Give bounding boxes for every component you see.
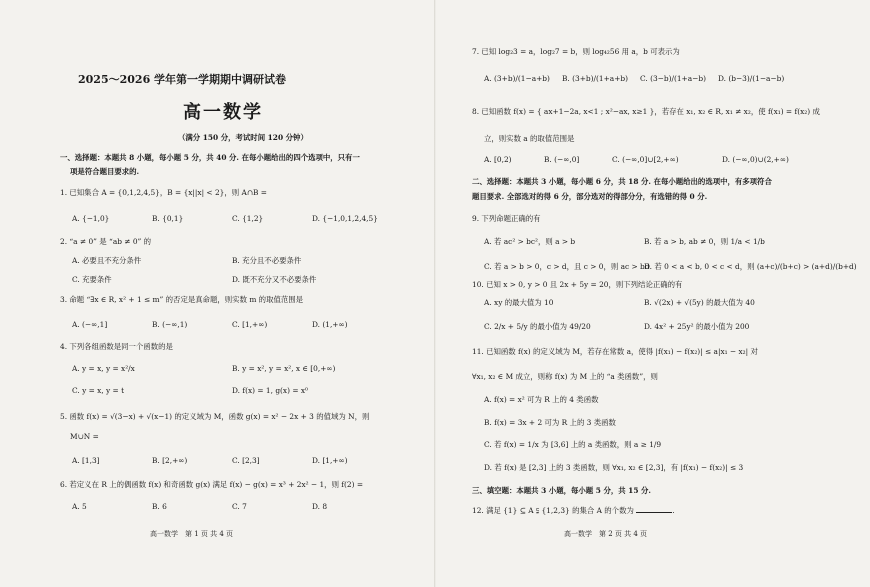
q6-option-d: D. 8	[312, 502, 328, 511]
q3-option-a: A. (−∞,1]	[72, 320, 108, 329]
question-1: 1. 已知集合 A = {0,1,2,4,5}，B = {x||x| < 2}，则 A∩B =	[60, 188, 268, 197]
question-11: 11. 已知函数 f(x) 的定义域为 M，若存在常数 a，使得 |f(x₁) − f(x₂)| ≤ a|x₁ − x₂| 对	[472, 347, 758, 356]
question-7: 7. 已知 log₂3 = a，log₂7 = b，则 log₄₂56 用 a，b 可表示为	[472, 47, 680, 56]
q4-option-b: B. y = x², y = x², x ∈ [0,+∞)	[232, 364, 336, 373]
q9-option-c: C. 若 a > b > 0，c > d，且 c > 0，则 ac > bd	[484, 262, 650, 271]
q10-option-a: A. xy 的最大值为 10	[484, 298, 554, 307]
q6-option-c: C. 7	[232, 502, 247, 511]
q8-option-c: C. (−∞,0]∪[2,+∞)	[612, 155, 679, 164]
q10-option-c: C. 2/x + 5/y 的最小值为 49/20	[484, 322, 591, 331]
section-2-heading: 二、选择题：本题共 3 小题，每小题 6 分，共 18 分. 在每小题给出的选项中，有多项符合	[472, 177, 772, 186]
question-12-text: 12. 满足 {1} ⊆ A ⫋ {1,2,3} 的集合 A 的个数为	[472, 506, 634, 515]
question-5: 5. 函数 f(x) = √(3−x) + √(x−1) 的定义域为 M，函数 g(x) = x² − 2x + 3 的值域为 N，则	[60, 412, 370, 421]
q2-option-d: D. 既不充分又不必要条件	[232, 275, 317, 284]
q11-option-b: B. f(x) = 3x + 2 可为 R 上的 3 类函数	[484, 418, 616, 427]
question-4: 4. 下列各组函数是同一个函数的是	[60, 342, 173, 351]
q10-option-b: B. √(2x) + √(5y) 的最大值为 40	[644, 298, 755, 307]
question-12	[472, 505, 675, 515]
question-2: 2. “a ≠ 0” 是 “ab ≠ 0” 的	[60, 237, 152, 246]
q9-option-b: B. 若 a > b, ab ≠ 0，则 1/a < 1/b	[644, 237, 765, 246]
question-5-cont: M∪N =	[70, 432, 99, 441]
q6-option-a: A. 5	[72, 502, 87, 511]
question-8-cont: 立，则实数 a 的取值范围是	[484, 134, 575, 143]
question-12-period: .	[672, 506, 675, 515]
q4-option-c: C. y = x, y = t	[72, 386, 125, 395]
q5-option-c: C. [2,3]	[232, 456, 260, 465]
q2-option-b: B. 充分且不必要条件	[232, 256, 302, 265]
q9-option-d: D. 若 0 < a < b, 0 < c < d，则 (a+c)/(b+c) > (a+d)/(b+d)	[644, 262, 857, 271]
q7-option-a: A. (3+b)/(1−a+b)	[484, 74, 550, 83]
q5-option-b: B. [2,+∞)	[152, 456, 188, 465]
question-10: 10. 已知 x > 0, y > 0 且 2x + 5y = 20，则下列结论正确的有	[472, 280, 683, 289]
exam-subject-title: 高一数学	[183, 102, 263, 123]
q4-option-d: D. f(x) = 1, g(x) = x⁰	[232, 386, 309, 395]
page-2-footer: 高一数学 第 2 页 共 4 页	[564, 530, 648, 538]
q7-option-d: D. (b−3)/(1−a−b)	[718, 74, 785, 83]
question-3: 3. 命题 “∃x ∈ R, x² + 1 ≤ m” 的否定是真命题，则实数 m 的取值范围是	[60, 295, 304, 304]
q1-option-d: D. {−1,0,1,2,4,5}	[312, 214, 378, 223]
section-1-heading: 一、选择题：本题共 8 小题，每小题 5 分，共 40 分. 在每小题给出的四个选项中，只有一	[60, 153, 360, 162]
section-1-heading-cont: 项是符合题目要求的.	[70, 167, 140, 176]
exam-note: （满分 150 分，考试时间 120 分钟）	[178, 133, 308, 142]
q3-option-c: C. [1,+∞)	[232, 320, 268, 329]
q10-option-d: D. 4x² + 25y² 的最小值为 200	[644, 322, 750, 331]
page-fold	[434, 0, 436, 587]
page-1-footer: 高一数学 第 1 页 共 4 页	[150, 530, 234, 538]
q1-option-c: C. {1,2}	[232, 214, 264, 223]
q11-option-d: D. 若 f(x) 是 [2,3] 上的 3 类函数，则 ∀x₁, x₂ ∈ [2,3]，有 |f(x₁) − f(x₂)| ≤ 3	[484, 463, 744, 472]
q8-option-a: A. [0,2)	[484, 155, 512, 164]
section-3-heading: 三、填空题：本题共 3 小题，每小题 5 分，共 15 分.	[472, 486, 652, 495]
q3-option-b: B. (−∞,1)	[152, 320, 188, 329]
q3-option-d: D. (1,+∞)	[312, 320, 348, 329]
question-11-cont: ∀x₁, x₂ ∈ M 成立，则称 f(x) 为 M 上的 “a 类函数”，则	[472, 372, 658, 381]
q1-option-a: A. {−1,0}	[72, 214, 110, 223]
q4-option-a: A. y = x, y = x²/x	[72, 364, 135, 373]
q11-option-c: C. 若 f(x) = 1/x 为 [3,6] 上的 a 类函数，则 a ≥ 1/9	[484, 440, 662, 449]
question-8: 8. 已知函数 f(x) = { ax+1−2a, x<1 ; x²−ax, x≥1 }，若存在 x₁, x₂ ∈ R, x₁ ≠ x₂，使 f(x₁) = f(x₂) 成	[472, 107, 820, 116]
question-9: 9. 下列命题正确的有	[472, 214, 541, 223]
q8-option-b: B. (−∞,0]	[544, 155, 580, 164]
q2-option-c: C. 充要条件	[72, 275, 112, 284]
page-2	[472, 0, 857, 587]
q6-option-b: B. 6	[152, 502, 167, 511]
q1-option-b: B. {0,1}	[152, 214, 184, 223]
question-6: 6. 若定义在 R 上的偶函数 f(x) 和奇函数 g(x) 满足 f(x) − g(x) = x³ + 2x² − 1，则 f(2) =	[60, 480, 364, 489]
q9-option-a: A. 若 ac² > bc²，则 a > b	[484, 237, 576, 246]
page-1	[58, 0, 424, 587]
q7-option-c: C. (3−b)/(1+a−b)	[640, 74, 706, 83]
q5-option-a: A. [1,3]	[72, 456, 100, 465]
q11-option-a: A. f(x) = x² 可为 R 上的 4 类函数	[484, 395, 599, 404]
q5-option-d: D. [1,+∞)	[312, 456, 348, 465]
exam-title-years: 2025～2026 学年第一学期期中调研试卷	[78, 73, 287, 86]
q2-option-a: A. 必要且不充分条件	[72, 256, 142, 265]
q7-option-b: B. (3+b)/(1+a+b)	[562, 74, 629, 83]
section-2-heading-cont: 题目要求. 全部选对的得 6 分，部分选对的得部分分，有选错的得 0 分.	[472, 192, 708, 201]
q8-option-d: D. (−∞,0)∪(2,+∞)	[722, 155, 789, 164]
answer-blank[interactable]	[636, 505, 675, 515]
